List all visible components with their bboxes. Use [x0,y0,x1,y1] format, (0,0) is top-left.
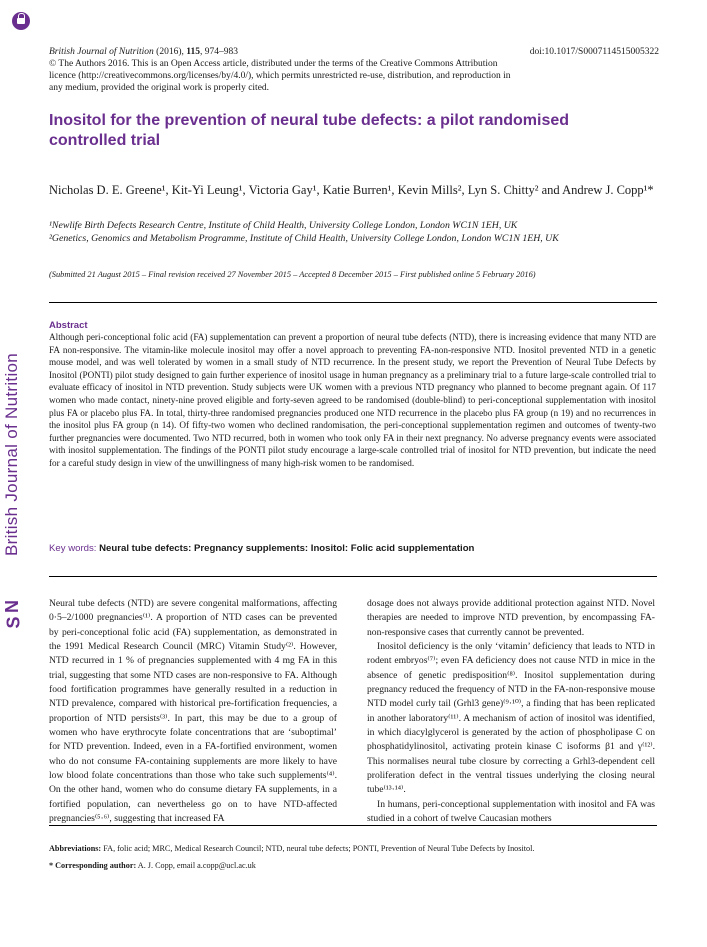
article-title: Inositol for the prevention of neural tube defects: a pilot randomised controlled trial [49,112,570,149]
journal-name: British Journal of Nutrition [49,47,154,57]
body-column-left [49,597,337,827]
affiliations [49,219,659,245]
paragraph: In humans, peri-conceptional supplementation with inositol and FA was studied in a cohort of twelve Caucasian mothers [367,798,655,825]
affiliation-2: ²Genetics, Genomics and Metabolism Programme, Institute of Child Health, University College London, London WC1N 1EH, UK [49,233,559,244]
abstract-text: Although peri-conceptional folic acid (FA) supplementation can prevent a proportion of neural tube defects (NTD), there is increasing evidence that many NTD are FA non-responsive. The vitamin-like molecule inositol may offer a novel approach to preventing FA-non-responsive NTD. Inositol prevented NTD in a genetic mouse model, and was well tolerated by women in a small study of NTD recurrence. In the present study, we report the Prevention of Neural Tube Defects by Inositol (PONTI) pilot study designed to gain further experience of inositol usage in human pregnancy as a preliminary trial to a future large-scale controlled trial to evaluate efficacy of inositol in NTD prevention. Study subjects were UK women with a previous NTD pregnancy who planned to become pregnant again. Of 117 women who made contact, ninety-nine proved eligible and forty-seven agreed to be randomised (double-blind) to peri-conceptional supplementation with inositol plus FA or placebo plus FA. In total, thirty-three randomised pregnancies produced one NTD recurrence in the placebo plus FA group (n 19) and no recurrences in the inositol plus FA group (n 14). Of fifty-two women who declined randomisation, the peri-conceptional supplementation regimen and outcomes of twenty-two further pregnancies were documented. Two NTD recurred, both in women who took only FA in their next pregnancy. No adverse pregnancy events were associated with inositol supplementation. The findings of the PONTI pilot study encourage a large-scale controlled trial of inositol for NTD prevention, but indicate the need for a careful study design in view of the unwillingness of many high-risk women to be randomised. [49,332,656,468]
citation [49,46,238,58]
logo-letter: N [2,600,22,613]
journal-side-title: British Journal of Nutrition [2,352,21,556]
corresponding-label: * Corresponding author: [49,861,137,870]
affiliation-1: ¹Newlife Birth Defects Research Centre, Institute of Child Health, University College London, London WC1N 1EH, UK [49,220,518,231]
keywords-label: Key words: [49,543,100,554]
page-range: , 974–983 [199,47,238,57]
divider [49,302,657,303]
ns-logo-icon [2,596,32,632]
abbreviations-footnote [49,843,656,854]
page-header [49,46,659,94]
volume: 115 [186,47,200,57]
license-text: © The Authors 2016. This is an Open Access article, distributed under the terms of the Creative Commons Attribution licence (http://creativecommons.org/licenses/by/4.0/), which permits unrestricted re-use, distribution, and reproduction in any medium, provided the original work is properly cited. [49,59,511,93]
author-list: Nicholas D. E. Greene¹, Kit-Yi Leung¹, Victoria Gay¹, Katie Burren¹, Kevin Mills², Lyn S. Chitty² and Andrew J. Copp¹* [49,183,654,197]
divider [49,576,657,577]
keywords-text: Neural tube defects: Pregnancy supplements: Inositol: Folic acid supplementation [99,543,475,554]
footnote-divider [49,825,657,826]
submission-dates: (Submitted 21 August 2015 – Final revision received 27 November 2015 – Accepted 8 December 2015 – First published online 5 February 2016) [49,270,536,279]
open-access-icon [12,12,30,30]
body-column-right [367,597,655,827]
keywords [49,543,656,554]
abbreviations-label: Abbreviations: [49,844,102,853]
corresponding-text: A. J. Copp, email a.copp@ucl.ac.uk [136,861,256,870]
corresponding-author [49,861,656,870]
paragraph: dosage does not always provide additional protection against NTD. Novel therapies are needed to improve NTD prevention, by encompassing FA-non-responsive cases that currently cannot be prevented. [367,598,655,638]
abbreviations-text: FA, folic acid; MRC, Medical Research Council; NTD, neural tube defects; PONTI, Prevention of Neural Tube Defects by Inositol. [101,844,535,853]
paragraph: Neural tube defects (NTD) are severe congenital malformations, affecting 0·5–2/1000 pregnancies⁽¹⁾. A proportion of NTD cases can be prevented by peri-conceptional folic acid (FA) supplementation, as demonstrated in the 1991 Medical Research Council (MRC) Vitamin Study⁽²⁾. However, NTD recurred in 1 % of pregnancies supplemented with 4 mg FA in this trial, suggesting that some NTD cases are non-responsive to FA. Although food fortification programmes have generally resulted in a reduction in NTD prevalence, compared with historical pre-fortification frequencies, a proportion of NTD persists⁽³⁾. In part, this may be due to a group of women who have erythrocyte folate concentrations that are ‘suboptimal’ for NTD prevention. Indeed, even in a FA-fortified environment, women who do not consume FA-containing supplements are more likely to have low blood folate concentrations than those who take such supplements⁽⁴⁾. On the other hand, women who do consume dietary FA supplements, in a fortified population, can nevertheless go on to have NTD-affected pregnancies⁽⁵·⁶⁾, suggesting that increased FA [49,598,337,825]
citation-year: (2016), [153,47,187,57]
abstract-heading: Abstract [49,320,88,331]
paragraph: Inositol deficiency is the only ‘vitamin’ deficiency that leads to NTD in rodent embryos⁽⁷⁾; even FA deficiency does not cause NTD in mice in the absence of genetic predisposition⁽⁸⁾. Inositol supplementation during pregnancy reduced the frequency of NTD in the FA-non-responsive mouse NTD model curly tail (Grhl3 gene)⁽⁹·¹⁰⁾, a finding that has been replicated in another laboratory⁽¹¹⁾. A mechanism of action of inositol was identified, in which diacylglycerol is generated by the action of phospholipase C on phosphatidylinositol, activating protein kinase C isoforms β1 and γ⁽¹²⁾. This normalises neural tube closure by correcting a Grhl3-dependent cell proliferation defect in the ventral tissues underlying the closing neural tube⁽¹³·¹⁴⁾. [367,641,655,796]
doi[interactable]: doi:10.1017/S0007114515005322 [529,47,659,57]
logo-letter: S [3,616,24,629]
